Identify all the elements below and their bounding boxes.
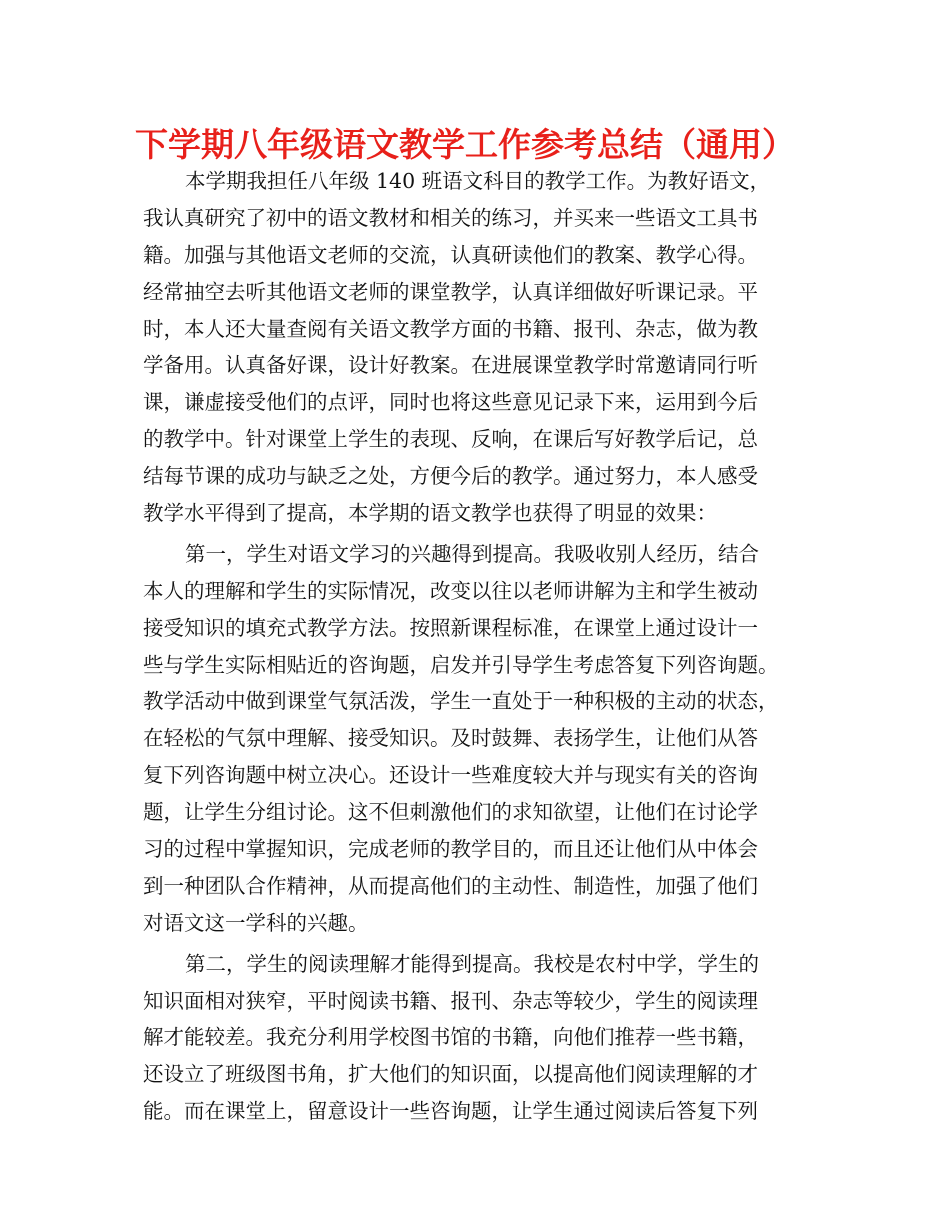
text-line: 对语文这一学科的兴趣。 bbox=[143, 910, 369, 935]
paragraph-3 bbox=[143, 946, 815, 1130]
text-line: 在轻松的气氛中理解、接受知识。及时鼓舞、表扬学生，让他们从答 bbox=[143, 726, 758, 751]
text-line: 知识面相对狭窄，平时阅读书籍、报刊、杂志等较少，学生的阅读理 bbox=[143, 988, 758, 1013]
text-line: 到一种团队合作精神，从而提高他们的主动性、制造性，加强了他们 bbox=[143, 873, 758, 898]
text-line: 经常抽空去听其他语文老师的课堂教学，认真详细做好听课记录。平 bbox=[143, 279, 758, 304]
text-line: 解才能较差。我充分利用学校图书馆的书籍，向他们推荐一些书籍， bbox=[143, 1025, 758, 1050]
document-body bbox=[143, 163, 815, 1130]
text-line: 我认真研究了初中的语文教材和相关的练习，并买来一些语文工具书 bbox=[143, 205, 758, 230]
text-line: 课，谦虚接受他们的点评，同时也将这些意见记录下来，运用到今后 bbox=[143, 390, 758, 415]
text-line: 能。而在课堂上，留意设计一些咨询题，让学生通过阅读后答复下列 bbox=[143, 1099, 758, 1124]
text-line: 些与学生实际相贴近的咨询题，启发并引导学生考虑答复下列咨询题。 bbox=[143, 652, 779, 677]
text-line: 籍。加强与其他语文老师的交流，认真研读他们的教案、教学心得。 bbox=[143, 242, 758, 267]
paragraph-1 bbox=[143, 163, 815, 532]
text-line: 本学期我担任八年级 140 班语文科目的教学工作。为教好语文， bbox=[185, 169, 771, 193]
paragraph-2 bbox=[143, 536, 815, 942]
text-line: 本人的理解和学生的实际情况，改变以往以老师讲解为主和学生被动 bbox=[143, 578, 758, 603]
text-line: 第二，学生的阅读理解才能得到提高。我校是农村中学，学生的 bbox=[185, 951, 759, 976]
text-line: 学备用。认真备好课，设计好教案。在进展课堂教学时常邀请同行听 bbox=[143, 353, 758, 378]
document-title: 下学期八年级语文教学工作参考总结（通用） bbox=[135, 125, 795, 164]
text-line: 复下列咨询题中树立决心。还设计一些难度较大并与现实有关的咨询 bbox=[143, 763, 758, 788]
text-line: 教学水平得到了提高，本学期的语文教学也获得了明显的效果： bbox=[143, 501, 717, 526]
text-line: 题，让学生分组讨论。这不但刺激他们的求知欲望，让他们在讨论学 bbox=[143, 800, 758, 825]
text-line: 习的过程中掌握知识，完成老师的教学目的，而且还让他们从中体会 bbox=[143, 837, 758, 862]
text-line: 接受知识的填充式教学方法。按照新课程标准，在课堂上通过设计一 bbox=[143, 615, 758, 640]
text-line: 教学活动中做到课堂气氛活泼，学生一直处于一种积极的主动的状态， bbox=[143, 689, 779, 714]
text-line: 还设立了班级图书角，扩大他们的知识面，以提高他们阅读理解的才 bbox=[143, 1062, 758, 1087]
text-line: 第一，学生对语文学习的兴趣得到提高。我吸收别人经历，结合 bbox=[185, 541, 759, 566]
text-line: 时，本人还大量查阅有关语文教学方面的书籍、报刊、杂志，做为教 bbox=[143, 316, 758, 341]
text-line: 的教学中。针对课堂上学生的表现、反响，在课后写好教学后记，总 bbox=[143, 427, 758, 452]
text-line: 结每节课的成功与缺乏之处，方便今后的教学。通过努力，本人感受 bbox=[143, 464, 758, 489]
